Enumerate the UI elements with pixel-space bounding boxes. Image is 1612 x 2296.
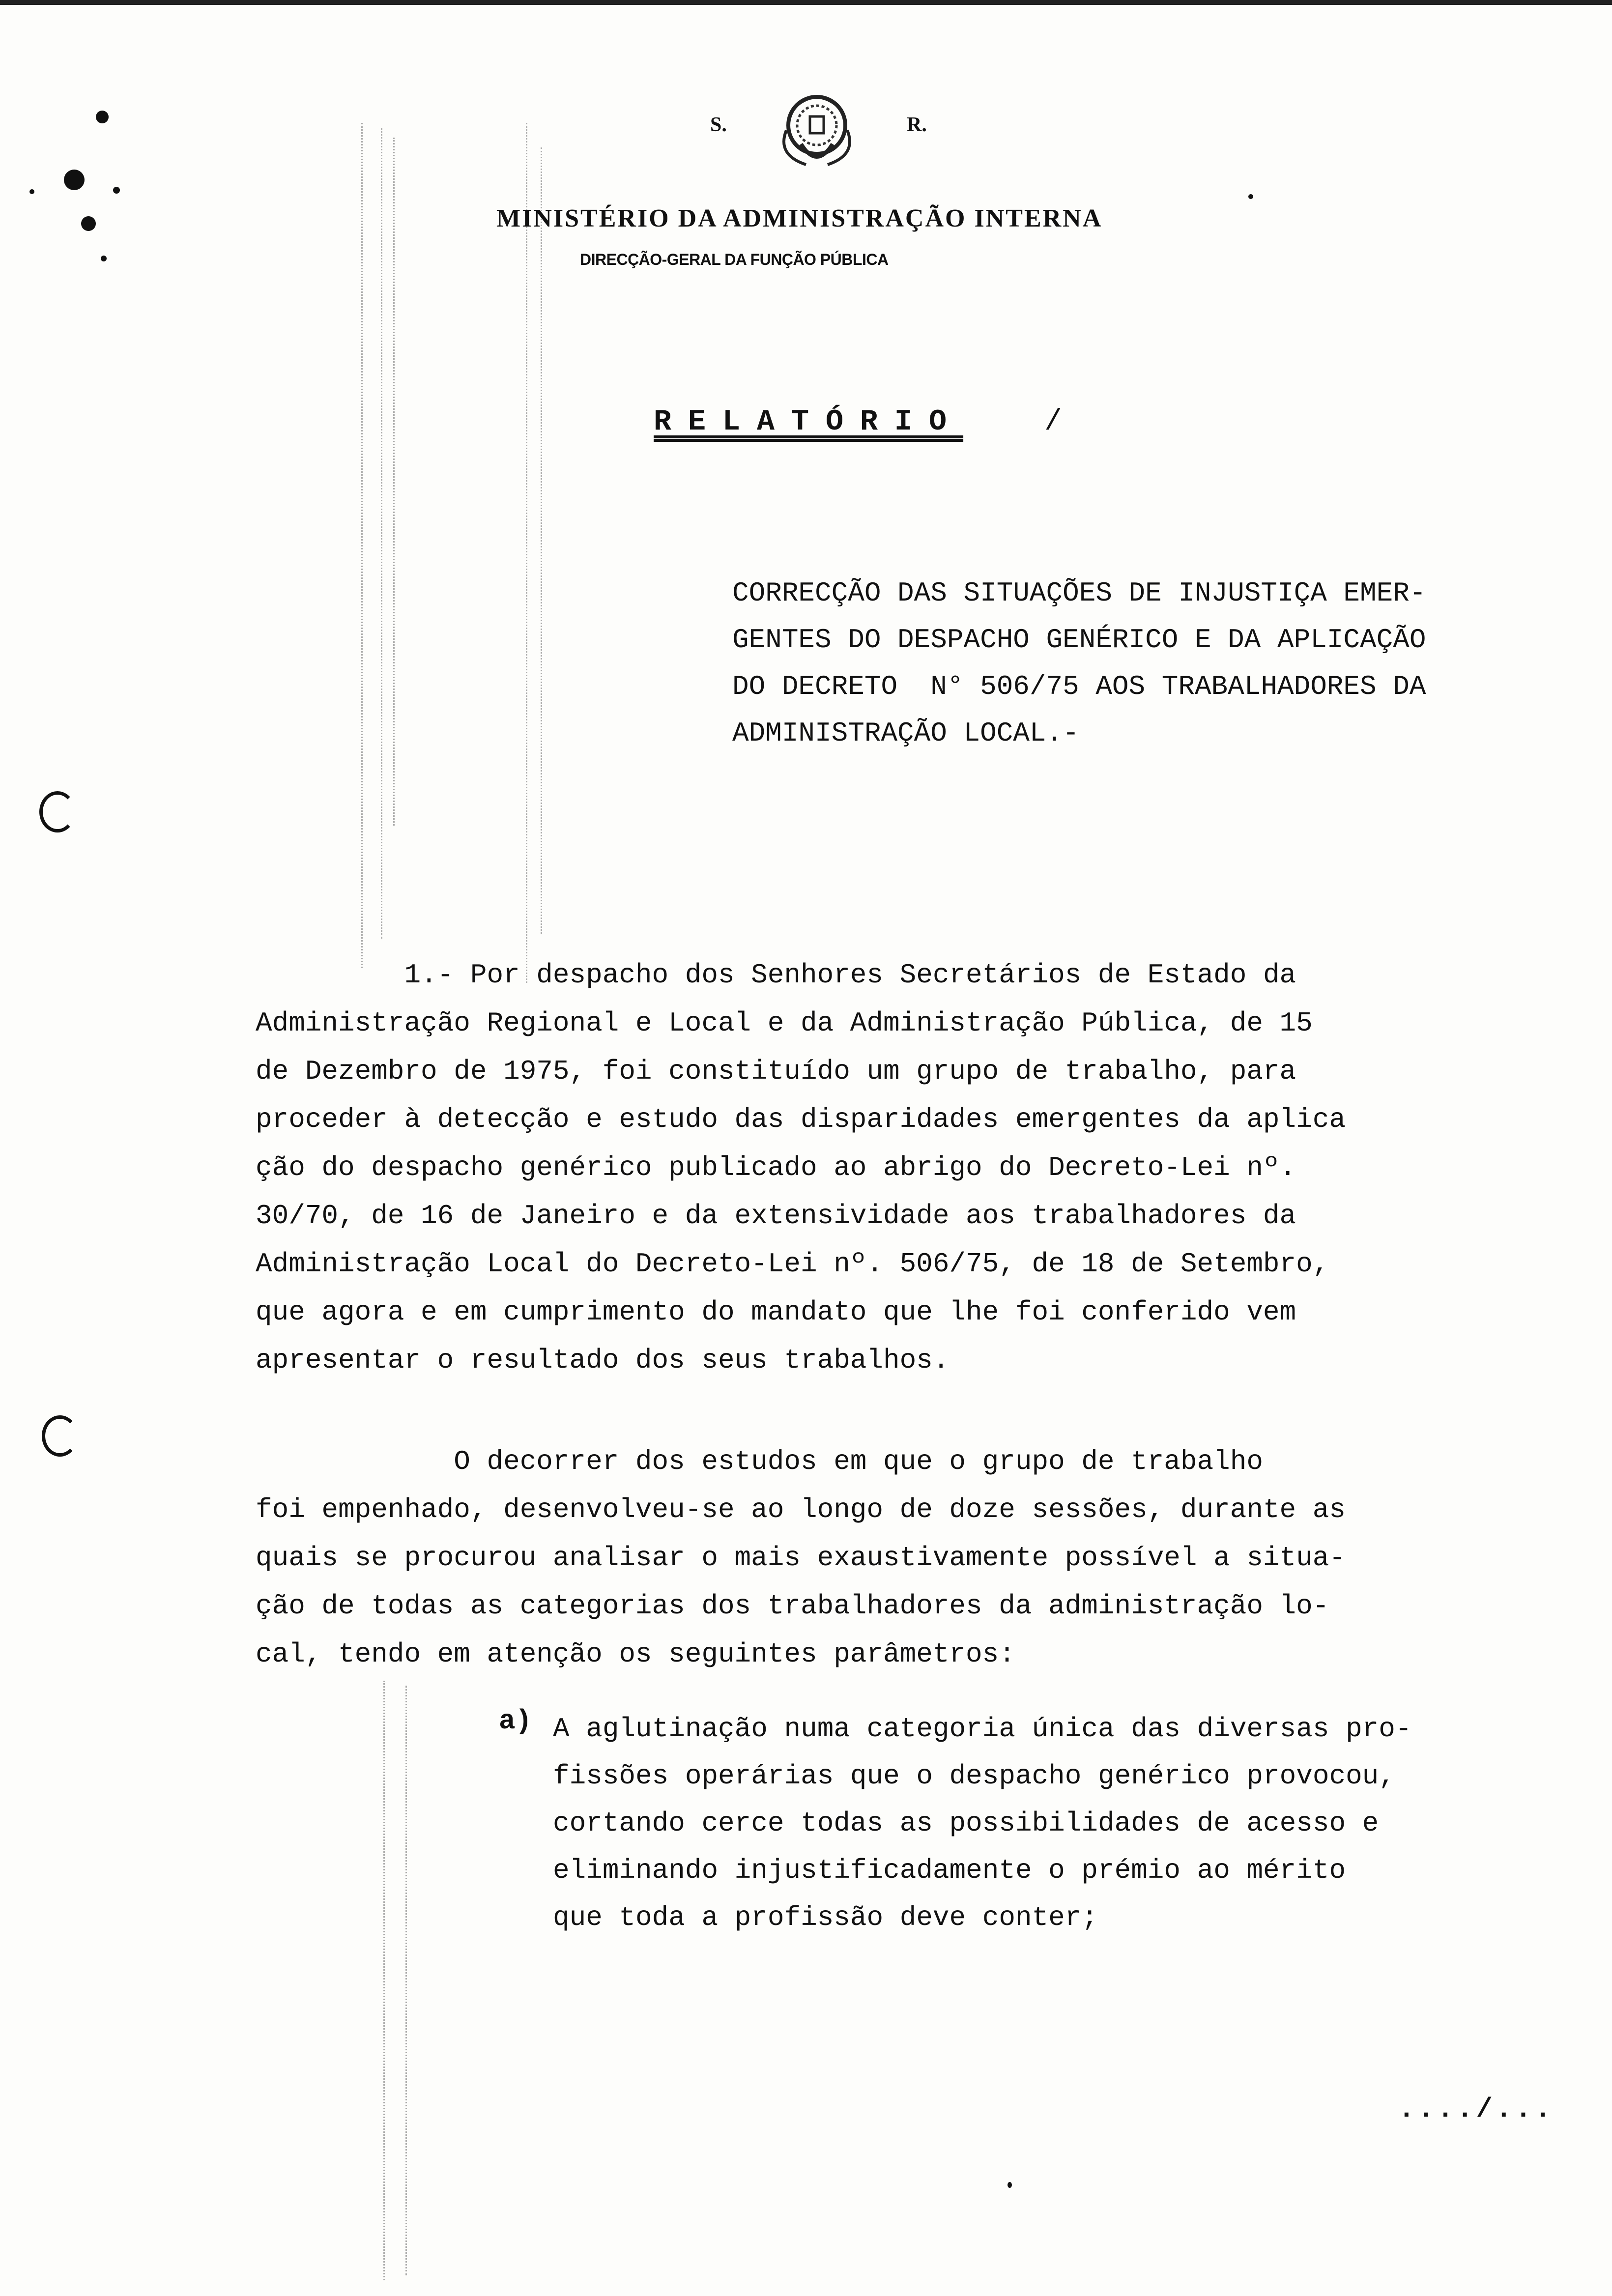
scan-top-edge xyxy=(0,0,1612,5)
scan-artifact-line xyxy=(381,128,383,939)
title-mark: / xyxy=(1044,405,1063,439)
ink-speck xyxy=(101,256,107,261)
header-letter-r: R. xyxy=(907,114,927,136)
ink-speck xyxy=(81,216,96,231)
punch-hole-mark xyxy=(42,1415,78,1457)
header-letter-s: S. xyxy=(710,114,727,136)
continuation-mark: ..../... xyxy=(1398,2094,1554,2125)
scan-artifact-line xyxy=(393,138,396,826)
ink-speck xyxy=(29,189,34,194)
ink-speck xyxy=(113,187,120,194)
punch-hole-mark xyxy=(39,791,76,832)
scan-artifact-line xyxy=(526,123,528,983)
scan-artifact-line xyxy=(361,123,364,968)
scan-artifact-line xyxy=(383,1681,386,2280)
ink-speck xyxy=(64,170,85,190)
document-subject: CORRECÇÃO DAS SITUAÇÕES DE INJUSTIÇA EMER- GENTES DO DESPACHO GENÉRICO E DA APLICAÇÃO DO DECRETO N° 506/75 AOS TRABALHADORES DA ADMINISTRAÇÃO LOCAL.- xyxy=(732,577,1426,749)
direction-subheading: DIRECÇÃO-GERAL DA FUNÇÃO PÚBLICA xyxy=(580,251,889,268)
paragraph-2: O decorrer dos estudos em que o grupo de trabalho foi empenhado, desenvolveu-se ao longo de doze sessões, durante as quais se procurou analisar o mais exaustivamente possível a situa- ção de todas as categorias dos trabalhadores da administração lo- cal, tendo em atenção os seguintes parâmetros: xyxy=(256,1446,1346,1670)
coat-of-arms-seal-icon xyxy=(767,86,867,172)
list-item-label: a) xyxy=(499,1705,532,1737)
scan-artifact-line xyxy=(541,147,543,934)
ink-speck xyxy=(1008,2182,1012,2188)
list-item-text: A aglutinação numa categoria única das diversas pro- fissões operárias que o despacho genérico provocou, cortando cerce todas as possibilidades de acesso e eliminando injustificadamente o prémio ao mérito que toda a profissão deve conter; xyxy=(553,1713,1412,1933)
document-title: RELATÓRIO xyxy=(654,405,964,439)
ink-speck xyxy=(96,111,109,123)
paragraph-1: 1.- Por despacho dos Senhores Secretários de Estado da Administração Regional e Local e da Administração Pública, de 15 de Dezembro de 1975, foi constituído um grupo de trabalho, para proceder à detecção e estudo das disparidades emergentes da aplica ção do despacho genérico publicado ao abrigo do Decreto-Lei nº. 30/70, de 16 de Janeiro e da extensividade aos trabalhadores da Administração Local do Decreto-Lei nº. 506/75, de 18 de Setembro, que agora e em cumprimento do mandato que lhe foi conferido vem apresentar o resultado dos seus trabalhos. xyxy=(256,959,1346,1376)
ink-speck xyxy=(1248,194,1253,199)
ministry-heading: MINISTÉRIO DA ADMINISTRAÇÃO INTERNA xyxy=(496,204,1103,232)
scan-artifact-line xyxy=(405,1686,408,2275)
